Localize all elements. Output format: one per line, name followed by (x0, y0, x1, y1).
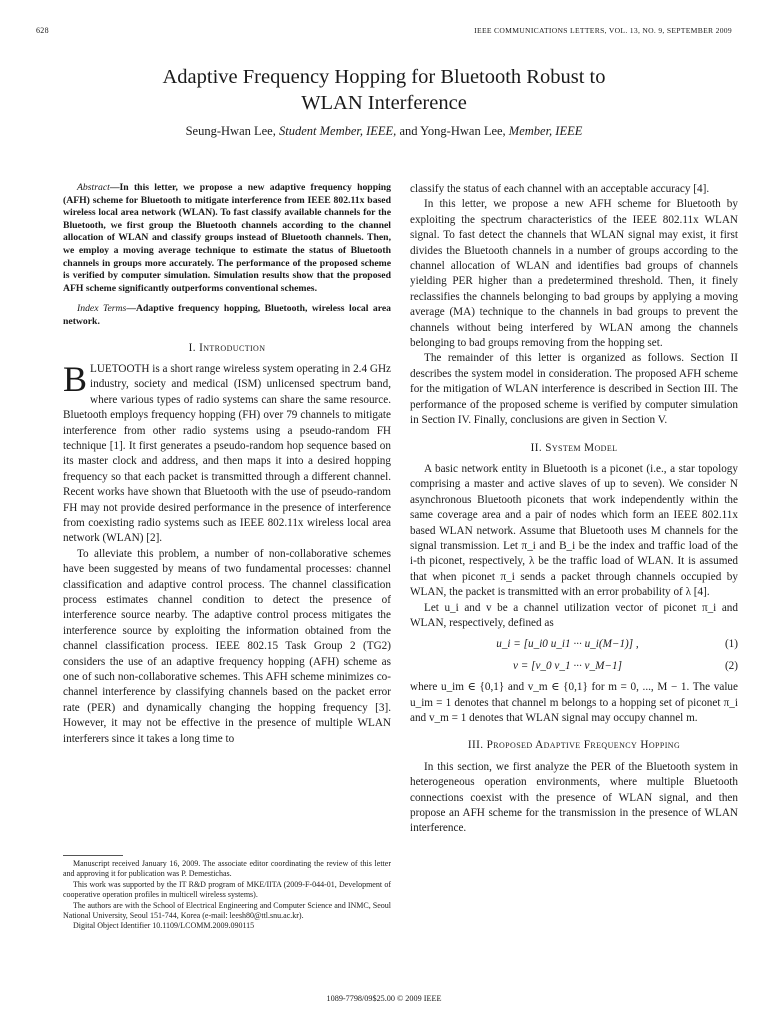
index-terms-text: —Adaptive frequency hopping, Bluetooth, wireless local area network. (63, 303, 391, 327)
intro-paragraph-2: To alleviate this problem, a number of non-collaborative schemes have been suggested by means of two fundamental processes: channel classification and adaptive control process. The channel classification process estimates channel condition to detect the presence of interference source nearby. The adaptive control process mitigates the interference source by exploiting the information obtained from the channel classification process. IEEE 802.15 Task Group 2 (TG2) considers the use of an adaptive frequency hopping (AFH) scheme as one of such non-collaborative schemes. This AFH scheme minimizes co-channel interference by classifying channels based on the packet error rate (PER) and dynamically changing the hopping frequency [3]. However, it may not be effective in the presence of multiple WLAN interferers since it takes a long time to (63, 547, 391, 745)
author-line (60, 124, 708, 139)
system-model-paragraph-3: where u_im ∈ {0,1} and v_m ∈ {0,1} for m = 0, ..., M − 1. The value u_im = 1 denotes that channel m belongs to a hopping set of piconet π_i and v_m = 1 denotes that WLAN signal may occupy channel m. (410, 681, 738, 724)
equation-1-body: u_i = [u_i0 u_i1 ··· u_i(M−1)] , (496, 638, 639, 651)
abstract-text: —In this letter, we propose a new adaptive frequency hopping (AFH) scheme for Bluetooth to mitigate interference from IEEE 802.11x based wireless local area network (WLAN). To fast classify available channels for the Bluetooth, we first group the Bluetooth channels according to the channel allocation of WLAN and classify groups instead of Bluetooth channels. Then, we employ a moving average technique to estimate the status of Bluetooth channels in groups more accurately. The performance of the proposed scheme is verified by computer simulation. Simulation results show that the proposed AFH scheme significantly outperforms conventional schemes. (63, 182, 391, 294)
drop-cap: B (63, 358, 88, 399)
abstract-label: Abstract (77, 182, 110, 193)
author-1-role: Student Member, IEEE, (278, 124, 397, 138)
footnote-funding: This work was supported by the IT R&D program of MKE/IITA (2009-F-044-01, Development of cooperative operation profiles in multicell wireless systems). (63, 879, 391, 900)
system-model-paragraph-1: A basic network entity in Bluetooth is a piconet (i.e., a star topology comprising a master and active slaves of up to seven). We consider N asynchronous Bluetooth piconets that work independently within the same coverage area and a pair of nodes which form an IEEE 802.11x based WLAN network. Assume that Bluetooth uses M channels for the signal transmission. Let π_i and B_i be the index and traffic load of the i-th piconet, respectively, λ be the traffic load of WLAN. It is assumed that when piconet π_i sends a packet through channels occupied by WLAN, the packet is transmitted with an error probability of λ [4]. (410, 462, 738, 599)
paper-title (80, 64, 688, 116)
intro-continued: classify the status of each channel with an acceptable accuracy [4]. (410, 183, 710, 195)
equation-2 (410, 659, 738, 674)
index-terms-label: Index Terms (77, 303, 127, 315)
author-2-role: Member, IEEE (508, 124, 583, 138)
left-column (63, 182, 391, 747)
footnotes (63, 855, 391, 932)
afh-paragraph-1: In this section, we first analyze the PER of the Bluetooth system in heterogeneous operation environments, where multiple Bluetooth connections coexist with the presence of WLAN signal, and then propose an AFH scheme for the transmission in the presence of WLAN interference. (410, 760, 738, 835)
title-line-1: Adaptive Frequency Hopping for Bluetooth Robust to (162, 66, 606, 88)
footnote-doi: Digital Object Identifier 10.1109/LCOMM.2009.090115 (73, 921, 255, 931)
copyright-footer: 1089-7798/09$25.00 © 2009 IEEE (326, 994, 442, 1003)
author-1: Seung-Hwan Lee, (185, 124, 276, 138)
footnote-affiliation: The authors are with the School of Electrical Engineering and Computer Science and INMC, Seoul National University, Seoul 151-744, Korea (e-mail: leesh80@ttl.snu.ac.kr). (63, 900, 391, 921)
equation-2-number: (2) (724, 659, 738, 672)
right-column (410, 182, 738, 837)
index-terms (63, 303, 391, 328)
section-heading-system-model: II. System Model (530, 441, 618, 454)
intro-paragraph-4: The remainder of this letter is organized as follows. Section II describes the system model in consideration. The proposed AFH scheme for the mitigation of WLAN interference is described in Section III. The performance of the proposed scheme is verified by computer simulation in Section IV. Finally, conclusions are given in Section V. (410, 352, 738, 427)
equation-2-body: v = [v_0 v_1 ··· v_M−1] (513, 659, 622, 672)
intro-paragraph-1 (63, 358, 391, 547)
footnote-manuscript: Manuscript received January 16, 2009. The associate editor coordinating the review of this letter and approving it for publication was P. Demestichas. (63, 859, 391, 879)
title-line-2: WLAN Interference (301, 92, 467, 114)
abstract (63, 182, 391, 295)
system-model-paragraph-2: Let u_i and v be a channel utilization vector of piconet π_i and WLAN, respectively, defined as (410, 601, 738, 629)
section-heading-proposed-afh: III. Proposed Adaptive Frequency Hopping (467, 739, 681, 752)
page-number: 628 (36, 26, 49, 35)
journal-header: IEEE COMMUNICATIONS LETTERS, VOL. 13, NO. 9, SEPTEMBER 2009 (474, 26, 732, 35)
author-2: and Yong-Hwan Lee, (399, 124, 506, 138)
intro-paragraph-1-text: LUETOOTH is a short range wireless system operating in 2.4 GHz industry, society and medical (ISM) unlicensed spectrum band, where various types of radio systems can share the same resource. Bluetooth employs frequency hopping (FH) over 79 channels to mitigate interference from other radio systems using a pseudo-random FH technique [1]. It first generates a pseudo-random hop sequence based on its master clock and address, and then maps it into a desired hopping frequency so that each packet is transmitted through a different channel. Recent works have shown that Bluetooth with the use of pseudo-random FH may not provide desired performance in the presence of interference from coexisting radio systems such as IEEE 802.11x wireless local area network (WLAN) [2]. (63, 362, 391, 545)
intro-paragraph-3: In this letter, we propose a new AFH scheme for Bluetooth by exploiting the spectrum characteristics of the IEEE 802.11x WLAN signal. To fast detect the channels that WLAN signal may exist, it first divides the Bluetooth channels in a number of groups according to the channel allocation of WLAN and identifies bad groups of channels yielding PER higher than a predetermined threshold. Then, it finely reclassifies the channels belonging to bad groups by applying a moving average (MA) technique to the channels in bad groups to prevent the channels without being interfered by WLAN among the channels belonging to bad groups removing from the hopping set. (410, 198, 738, 350)
equation-1-number: (1) (724, 638, 738, 651)
section-heading-introduction: I. Introduction (188, 341, 266, 354)
footnote-rule (63, 855, 123, 856)
equation-1 (410, 637, 738, 652)
